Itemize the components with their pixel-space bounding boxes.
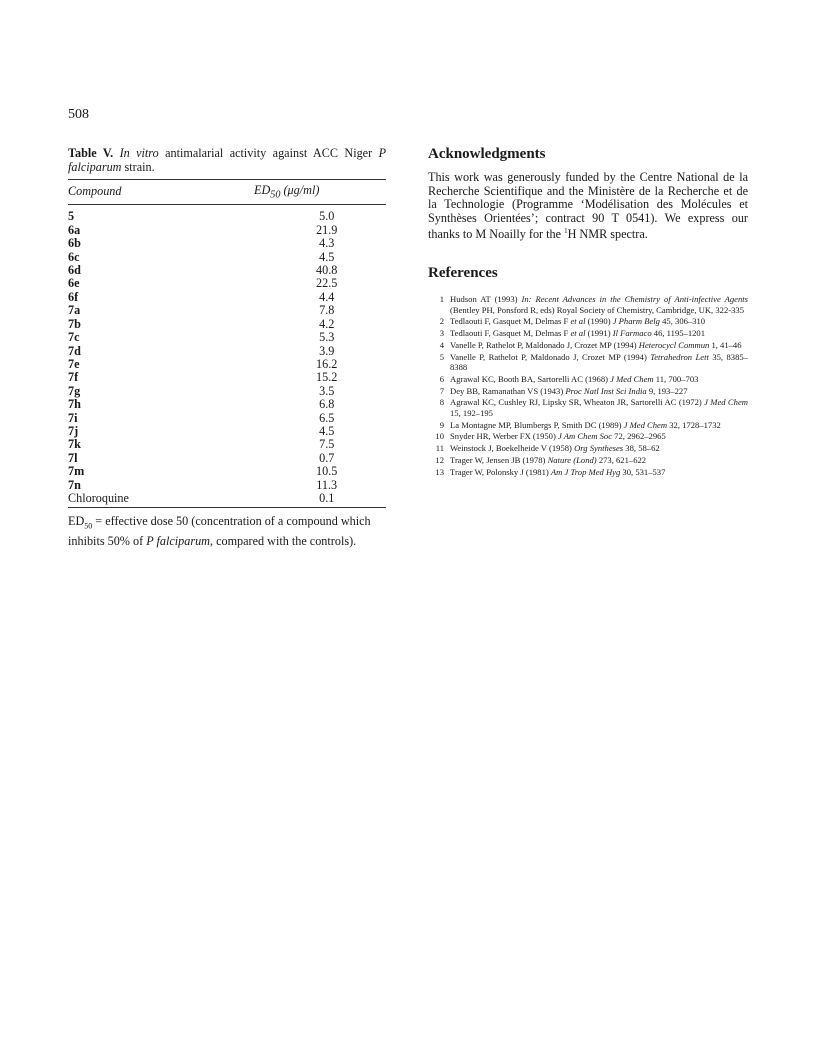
reference-part: Tedlaouti F, Gasquet M, Delmas F [450, 316, 571, 327]
compound-cell: 6e [68, 276, 80, 291]
caption-text: antimalarial activity against ACC Niger [158, 146, 379, 160]
table-row [68, 398, 386, 411]
compound-cell: 6d [68, 263, 81, 278]
table-row [68, 358, 386, 371]
reference-item [428, 374, 748, 385]
reference-text [450, 397, 748, 418]
ed50-cell: 4.4 [319, 289, 335, 304]
compound-cell: 7n [68, 477, 81, 492]
footnote-text: = effective dose 50 (concentration of a compound which inhibits 50% of [68, 514, 371, 548]
reference-text [450, 294, 748, 315]
ed50-cell: 4.2 [319, 316, 335, 331]
reference-journal: J Med Chem [623, 419, 668, 430]
reference-part: 11, 700–703 [653, 373, 699, 384]
reference-part: Tedlaouti F, Gasquet M, Delmas F [450, 328, 571, 339]
table-row [68, 465, 386, 478]
ed50-header-unit: (μg/ml) [280, 183, 320, 197]
references-list [428, 294, 748, 477]
reference-number: 9 [439, 419, 444, 430]
table-row [68, 291, 386, 304]
reference-text [450, 316, 748, 327]
compound-cell: 7b [68, 316, 81, 331]
reference-number: 13 [435, 466, 444, 477]
table-row [68, 277, 386, 290]
reference-number: 11 [435, 443, 444, 454]
caption-end: strain. [121, 160, 155, 174]
ed50-header-main: ED [254, 183, 271, 197]
ed50-cell: 5.0 [319, 209, 335, 224]
ed50-cell: 7.8 [319, 303, 335, 318]
table-row [68, 224, 386, 237]
reference-journal: Il Farmaco [612, 328, 652, 339]
reference-journal: et al [570, 328, 586, 339]
reference-item [428, 294, 748, 315]
ed50-cell: 0.7 [319, 450, 335, 465]
reference-part: (1990) [585, 316, 613, 327]
reference-number: 2 [439, 316, 444, 327]
reference-item [428, 316, 748, 327]
ed50-cell: 3.5 [319, 383, 335, 398]
compound-cell: 7a [68, 303, 81, 318]
reference-text [450, 443, 748, 454]
reference-part: Agrawal KC, Booth BA, Sartorelli AC (1968) [450, 373, 611, 384]
ed50-cell: 21.9 [316, 222, 338, 237]
table-row [68, 385, 386, 398]
reference-part: (Bentley PH, Ponsford R, eds) Royal Society of Chemistry, Cambridge, UK, 322-335 [450, 304, 744, 315]
ed50-cell: 22.5 [316, 276, 338, 291]
table-row [68, 492, 386, 508]
reference-part: Hudson AT (1993) [450, 294, 522, 305]
reference-journal: Nature (Lond) [547, 454, 597, 465]
reference-part: Dey BB, Ramanathan VS (1943) [450, 385, 566, 396]
reference-part: 15, 192–195 [450, 408, 493, 419]
reference-part: Trager W, Polonsky J (1981) [450, 466, 551, 477]
reference-number: 1 [439, 294, 444, 305]
reference-number: 6 [439, 373, 444, 384]
reference-journal: J Med Chem [704, 397, 748, 408]
ed50-header-sub: 50 [270, 189, 281, 201]
reference-part: 9, 193–227 [646, 385, 688, 396]
reference-part: 35, 8385–8388 [450, 351, 748, 373]
compound-cell: 7l [68, 450, 78, 465]
reference-journal: J Pharm Belg [612, 316, 660, 327]
reference-item [428, 328, 748, 339]
reference-part: Agrawal KC, Cushley RJ, Lipsky SR, Wheaton JR, Sartorelli AC (1972) [450, 397, 705, 408]
table-caption [68, 146, 386, 174]
ed50-cell: 16.2 [316, 356, 338, 371]
compound-cell: 7c [68, 330, 80, 345]
ed50-cell: 40.8 [316, 263, 338, 278]
compound-cell: 7i [68, 410, 78, 425]
table-row [68, 304, 386, 317]
reference-number: 8 [439, 397, 444, 408]
reference-item [428, 386, 748, 397]
reference-item [428, 352, 748, 373]
ed50-cell: 6.8 [319, 397, 335, 412]
reference-item [428, 455, 748, 466]
table-row [68, 438, 386, 451]
acknowledgments-text [428, 171, 748, 242]
compound-cell: Chloroquine [68, 492, 187, 508]
right-column [428, 146, 748, 478]
ed50-cell: 15.2 [316, 370, 338, 385]
reference-part: (1991) [585, 328, 613, 339]
compound-cell: 6a [68, 222, 81, 237]
ed50-cell: 6.5 [319, 410, 335, 425]
table-footnote [68, 514, 386, 547]
table-label: Table V. [68, 146, 114, 160]
ed50-header [187, 180, 386, 205]
compound-cell: 6f [68, 289, 79, 304]
ack-text-b: H NMR spectra. [567, 227, 648, 242]
ack-text-a: This work was generously funded by the Centre National de la Recherche Scientifique and the Ministère de la Recherche et de la Technologie (Programme ‘Modélisation des Molécules et Synthèses Orientées’; contract 90 T 0541). We express our thanks to M Noailly for the [428, 170, 748, 242]
reference-text [450, 420, 748, 431]
reference-number: 10 [435, 431, 444, 442]
reference-part: 1, 41–46 [709, 339, 742, 350]
ed50-cell: 5.3 [319, 330, 335, 345]
reference-journal: J Am Chem Soc [558, 431, 613, 442]
compound-cell: 7g [68, 383, 81, 398]
ed50-cell: 3.9 [319, 343, 335, 358]
table-row [68, 205, 386, 224]
table-row [68, 264, 386, 277]
reference-journal: Heterocycl Commun [638, 339, 710, 350]
footnote-sub: 50 [84, 521, 93, 531]
reference-text [450, 352, 748, 373]
reference-text [450, 467, 748, 478]
ed50-cell: 7.5 [319, 437, 335, 452]
compound-cell: 7d [68, 343, 81, 358]
ed50-cell: 11.3 [316, 477, 338, 492]
reference-text [450, 386, 748, 397]
reference-part: La Montagne MP, Blumbergs P, Smith DC (1989) [450, 419, 624, 430]
ed50-cell: 4.5 [319, 423, 335, 438]
reference-part: Snyder HR, Werber FX (1950) [450, 431, 558, 442]
reference-item [428, 420, 748, 431]
reference-number: 12 [435, 454, 444, 465]
table-row [68, 345, 386, 358]
reference-part: 32, 1728–1732 [667, 419, 721, 430]
reference-number: 4 [439, 339, 444, 350]
reference-journal: et al [570, 316, 586, 327]
table-row [68, 331, 386, 344]
reference-number: 5 [439, 351, 444, 362]
reference-text [450, 455, 748, 466]
reference-part: Trager W, Jensen JB (1978) [450, 454, 548, 465]
ed50-cell: 4.3 [319, 236, 335, 251]
reference-part: 72, 2962–2965 [612, 431, 666, 442]
page-number: 508 [68, 107, 89, 122]
table-row [68, 425, 386, 438]
reference-journal: In: Recent Advances in the Chemistry of Anti-infective Agents [521, 294, 748, 305]
reference-journal: J Med Chem [610, 373, 654, 384]
ack-sup: 1 [564, 227, 568, 236]
compound-cell: 7f [68, 370, 79, 385]
reference-part: 30, 531–537 [620, 466, 666, 477]
ed50-cell: 4.5 [319, 249, 335, 264]
acknowledgments-heading: Acknowledgments [428, 146, 546, 162]
compound-cell: 6b [68, 236, 81, 251]
reference-journal: Proc Natl Inst Sci India [565, 385, 647, 396]
activity-table [68, 179, 386, 508]
reference-part: 46, 1195–1201 [651, 328, 706, 339]
table-row [68, 479, 386, 492]
reference-journal: Tetrahedron Lett [650, 351, 709, 362]
table-row [68, 452, 386, 465]
footnote-species: P falciparum [146, 533, 210, 548]
ed50-cell: 10.5 [316, 464, 338, 479]
compound-cell: 7e [68, 356, 80, 371]
compound-cell: 7h [68, 397, 81, 412]
references-heading: References [428, 265, 498, 282]
reference-number: 3 [439, 328, 444, 339]
reference-text [450, 431, 748, 442]
compound-cell: 6c [68, 249, 80, 264]
compound-cell: 7j [68, 423, 79, 438]
compound-header: Compound [68, 180, 187, 205]
footnote-end: , compared with the controls). [209, 533, 357, 548]
table-row [68, 251, 386, 264]
reference-item [428, 397, 748, 418]
caption-species: P falciparum [68, 146, 387, 174]
table-row [68, 412, 386, 425]
compound-cell: 7m [68, 464, 85, 479]
table-row [68, 371, 386, 384]
reference-part: 38, 58–62 [623, 443, 660, 454]
compound-cell: 7k [68, 437, 81, 452]
reference-part: 45, 306–310 [659, 316, 706, 327]
reference-part: Vanelle P, Rathelot P, Maldonado J, Crozet MP (1994) [450, 351, 651, 362]
reference-part: 273, 621–622 [596, 454, 647, 465]
reference-text [450, 340, 748, 351]
reference-part: Weinstock J, Boekelheide V (1958) [450, 443, 575, 454]
table-section [68, 146, 386, 548]
reference-text [450, 374, 748, 385]
ed50-cell: 0.1 [187, 492, 386, 508]
caption-em: In vitro [119, 146, 159, 160]
reference-journal: Org Syntheses [574, 443, 624, 454]
reference-journal: Am J Trop Med Hyg [550, 466, 621, 477]
table-row [68, 237, 386, 250]
reference-item [428, 467, 748, 478]
reference-item [428, 431, 748, 442]
reference-text [450, 328, 748, 339]
reference-number: 7 [439, 385, 444, 396]
compound-cell: 5 [68, 209, 75, 224]
reference-part: Vanelle P, Rathelot P, Maldonado J, Crozet MP (1994) [450, 339, 639, 350]
footnote-ed: ED [68, 514, 85, 529]
reference-item [428, 340, 748, 351]
table-row [68, 318, 386, 331]
reference-item [428, 443, 748, 454]
